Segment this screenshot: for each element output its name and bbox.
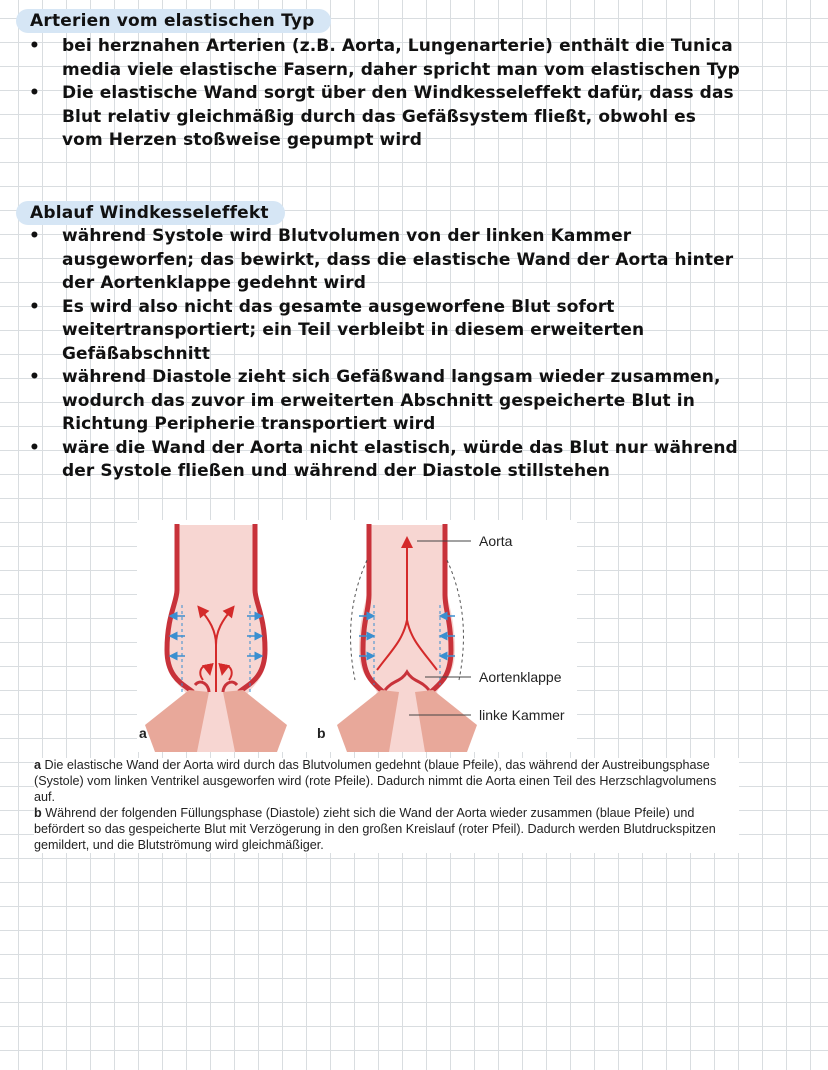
bullet-dot: • (29, 367, 40, 387)
panel-a-diagram (139, 524, 287, 752)
bullet-text: Es wird also nicht das gesamte ausgeworfene Blut sofort weitertransportiert; ein Teil verbleibt in diesem erweiterten Gefäßabschnitt (62, 296, 645, 364)
bullet-item (0, 296, 742, 367)
caption-b-text: Während der folgenden Füllungsphase (Diastole) zieht sich die Wand der Aorta wieder zusammen (blaue Pfeile) und befördert so das gespeicherte Blut mit Verzögerung in den großen Kreislauf (roter Pfeil). Dadurch werden Blutdruckspitzen gemildert, und die Blutströmung wird gleichmäßiger. (34, 805, 716, 852)
bullet-text: Die elastische Wand sorgt über den Windkesseleffekt dafür, dass das Blut relativ gleichmäßig durch das Gefäßsystem fließt, obwohl es vom Herzen stoßweise gepumpt wird (62, 83, 734, 150)
panel-b-diagram (317, 524, 477, 752)
bullet-text: wäre die Wand der Aorta nicht elastisch, würde das Blut nur während der Systole fließen und während der Diastole stillstehen (62, 437, 738, 481)
panel-a-label: a (139, 725, 147, 741)
panel-b-label: b (317, 725, 326, 741)
bullet-dot: • (29, 36, 40, 56)
windkessel-figure (137, 520, 577, 752)
bullet-item (0, 35, 742, 82)
bullet-text: während Systole wird Blutvolumen von der linken Kammer ausgeworfen; das bewirkt, dass die elastische Wand der Aorta hinter der Aortenklappe gedehnt wird (62, 226, 734, 293)
figure-caption (34, 758, 739, 853)
label-aortenklappe: Aortenklappe (479, 669, 562, 685)
bullet-item (0, 82, 742, 153)
label-linke-kammer: linke Kammer (479, 707, 565, 723)
bullet-list-windkessel (0, 225, 742, 484)
bullet-dot: • (29, 296, 40, 317)
caption-b (34, 806, 739, 854)
bullet-list-elastic-type (0, 35, 742, 153)
bullet-text: während Diastole zieht sich Gefäßwand langsam wieder zusammen, wodurch das zuvor im erweiterten Abschnitt gespeicherte Blut in Richtung Peripherie transportiert wird (62, 367, 721, 434)
heading-windkessel: Ablauf Windkesseleffekt (16, 201, 285, 225)
bullet-text: bei herznahen Arterien (z.B. Aorta, Lungenarterie) enthält die Tunica media viele elastische Fasern, daher spricht man vom elastischen Typ (62, 36, 740, 80)
label-aorta: Aorta (479, 533, 513, 549)
bullet-item (0, 225, 742, 296)
bullet-dot: • (29, 226, 40, 246)
caption-a-letter: a (34, 758, 42, 772)
bullet-dot: • (29, 83, 40, 103)
bullet-item (0, 366, 742, 437)
caption-a (34, 758, 739, 806)
caption-a-text: Die elastische Wand der Aorta wird durch das Blutvolumen gedehnt (blaue Pfeile), das während der Austreibungsphase (Systole) vom linken Ventrikel ausgeworfen wird (rote Pfeile). Dadurch nimmt die Aorta einen Teil des Herzschlagvolumens auf. (34, 758, 717, 804)
bullet-dot: • (29, 437, 40, 458)
caption-b-letter: b (34, 805, 42, 820)
bullet-item (0, 437, 742, 484)
heading-elastic-type: Arterien vom elastischen Typ (16, 9, 331, 33)
